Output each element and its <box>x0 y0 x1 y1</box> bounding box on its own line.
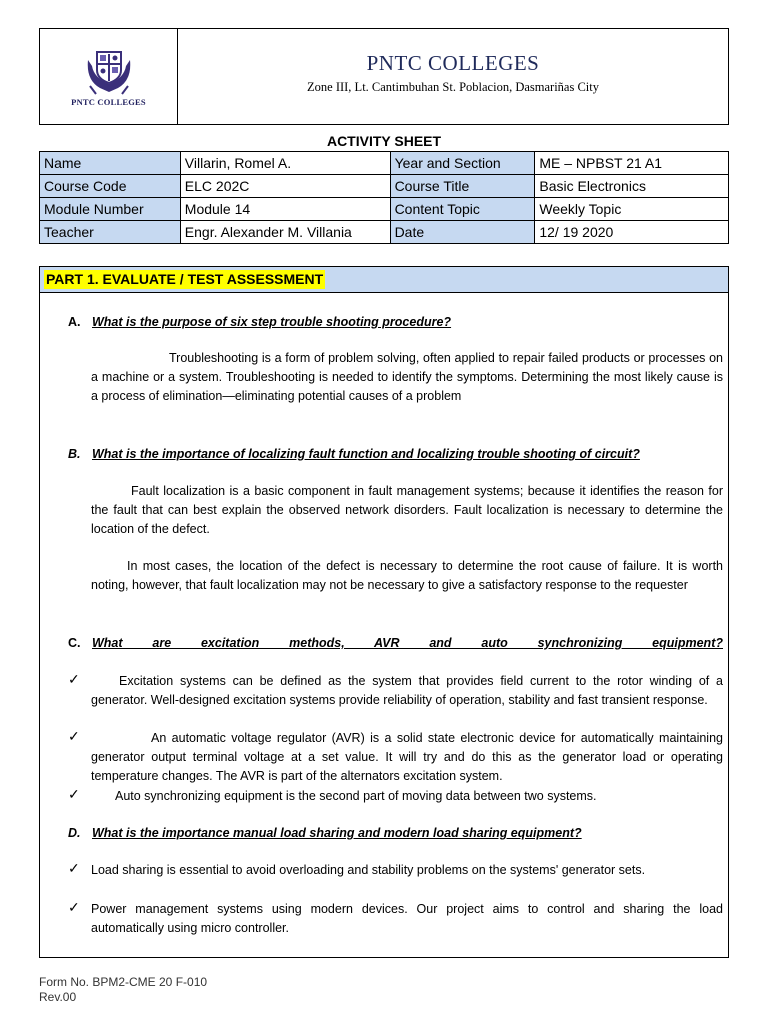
date-label: Date <box>390 221 535 244</box>
year-section-label: Year and Section <box>390 152 535 175</box>
question-c-text: What are excitation methods, AVR and auto synchronizing equipment? <box>92 636 723 650</box>
answer-a: Troubleshooting is a form of problem solving, often applied to repair failed products or processes on a machine or a system. Troubleshooting is needed to identify the symptoms. Determining the most likely cause is a process of elimination—eliminating potential causes of a problem <box>91 351 723 404</box>
course-code-label: Course Code <box>40 175 181 198</box>
table-row <box>40 221 729 244</box>
part-1-section <box>39 266 729 958</box>
teacher-value: Engr. Alexander M. Villania <box>180 221 390 244</box>
answer-b-2: In most cases, the location of the defect is necessary to determine the root cause of failure. It is worth noting, however, that fault localization may not be necessary to give a satisfactory response to the requester <box>91 559 723 593</box>
revision: Rev.00 <box>39 990 77 1004</box>
table-row <box>40 175 729 198</box>
college-address: Zone III, Lt. Cantimbuhan St. Poblacion, Dasmariñas City <box>307 79 599 94</box>
check-icon: ✓ <box>68 728 80 744</box>
info-table <box>39 151 729 244</box>
college-logo-icon <box>82 46 136 96</box>
check-icon: ✓ <box>68 860 80 876</box>
part-1-title: PART 1. EVALUATE / TEST ASSESSMENT <box>46 271 324 287</box>
answer-c-3: Auto synchronizing equipment is the second part of moving data between two systems. <box>115 789 597 803</box>
content-topic-value: Weekly Topic <box>535 198 729 221</box>
module-number-value: Module 14 <box>180 198 390 221</box>
question-c-letter: C. <box>68 636 81 650</box>
check-icon: ✓ <box>68 899 80 915</box>
check-icon: ✓ <box>68 786 80 802</box>
answer-d-2: Power management systems using modern devices. Our project aims to control and sharing the load automatically using micro controller. <box>91 902 723 936</box>
date-value: 12/ 19 2020 <box>535 221 729 244</box>
answer-b-1: Fault localization is a basic component in fault management systems; because it identifies the reason for the fault that can best explain the observed network disorders. Fault localization is necessary to determine the location of the defect. <box>91 484 723 537</box>
course-title-value: Basic Electronics <box>535 175 729 198</box>
check-icon: ✓ <box>68 671 80 687</box>
course-title-label: Course Title <box>390 175 535 198</box>
title-cell <box>178 29 728 124</box>
part-1-header <box>40 267 728 293</box>
document-header <box>39 28 729 125</box>
question-d-text: What is the importance manual load sharing and modern load sharing equipment? <box>92 826 582 840</box>
module-number-label: Module Number <box>40 198 181 221</box>
content-topic-label: Content Topic <box>390 198 535 221</box>
question-b-text: What is the importance of localizing fault function and localizing trouble shooting of circuit? <box>92 447 640 461</box>
answer-c-2: An automatic voltage regulator (AVR) is a solid state electronic device for automatically maintaining generator output terminal voltage at a set value. It will try and do this as the generator load or operating temperature changes. The AVR is part of the alternators excitation system. <box>91 731 723 784</box>
teacher-label: Teacher <box>40 221 181 244</box>
answer-d-1: Load sharing is essential to avoid overloading and stability problems on the systems' generator sets. <box>91 863 646 877</box>
question-a-letter: A. <box>68 315 81 329</box>
form-footer <box>39 975 207 1005</box>
table-row <box>40 152 729 175</box>
question-b-letter: B. <box>68 447 81 461</box>
logo-text: PNTC COLLEGES <box>71 97 146 107</box>
sheet-title: ACTIVITY SHEET <box>326 133 442 149</box>
year-section-value: ME – NPBST 21 A1 <box>535 152 729 175</box>
name-value: Villarin, Romel A. <box>180 152 390 175</box>
form-number: Form No. BPM2-CME 20 F-010 <box>39 975 208 989</box>
logo-cell <box>40 29 178 124</box>
question-a-text: What is the purpose of six step trouble shooting procedure? <box>92 315 452 329</box>
course-code-value: ELC 202C <box>180 175 390 198</box>
college-name: PNTC COLLEGES <box>366 50 540 75</box>
name-label: Name <box>40 152 181 175</box>
question-d-letter: D. <box>68 826 81 840</box>
table-row <box>40 198 729 221</box>
answer-c-1: Excitation systems can be defined as the system that provides field current to the rotor winding of a generator. Well-designed excitation systems provide reliability of operation, stability and fast transient response. <box>91 674 723 708</box>
